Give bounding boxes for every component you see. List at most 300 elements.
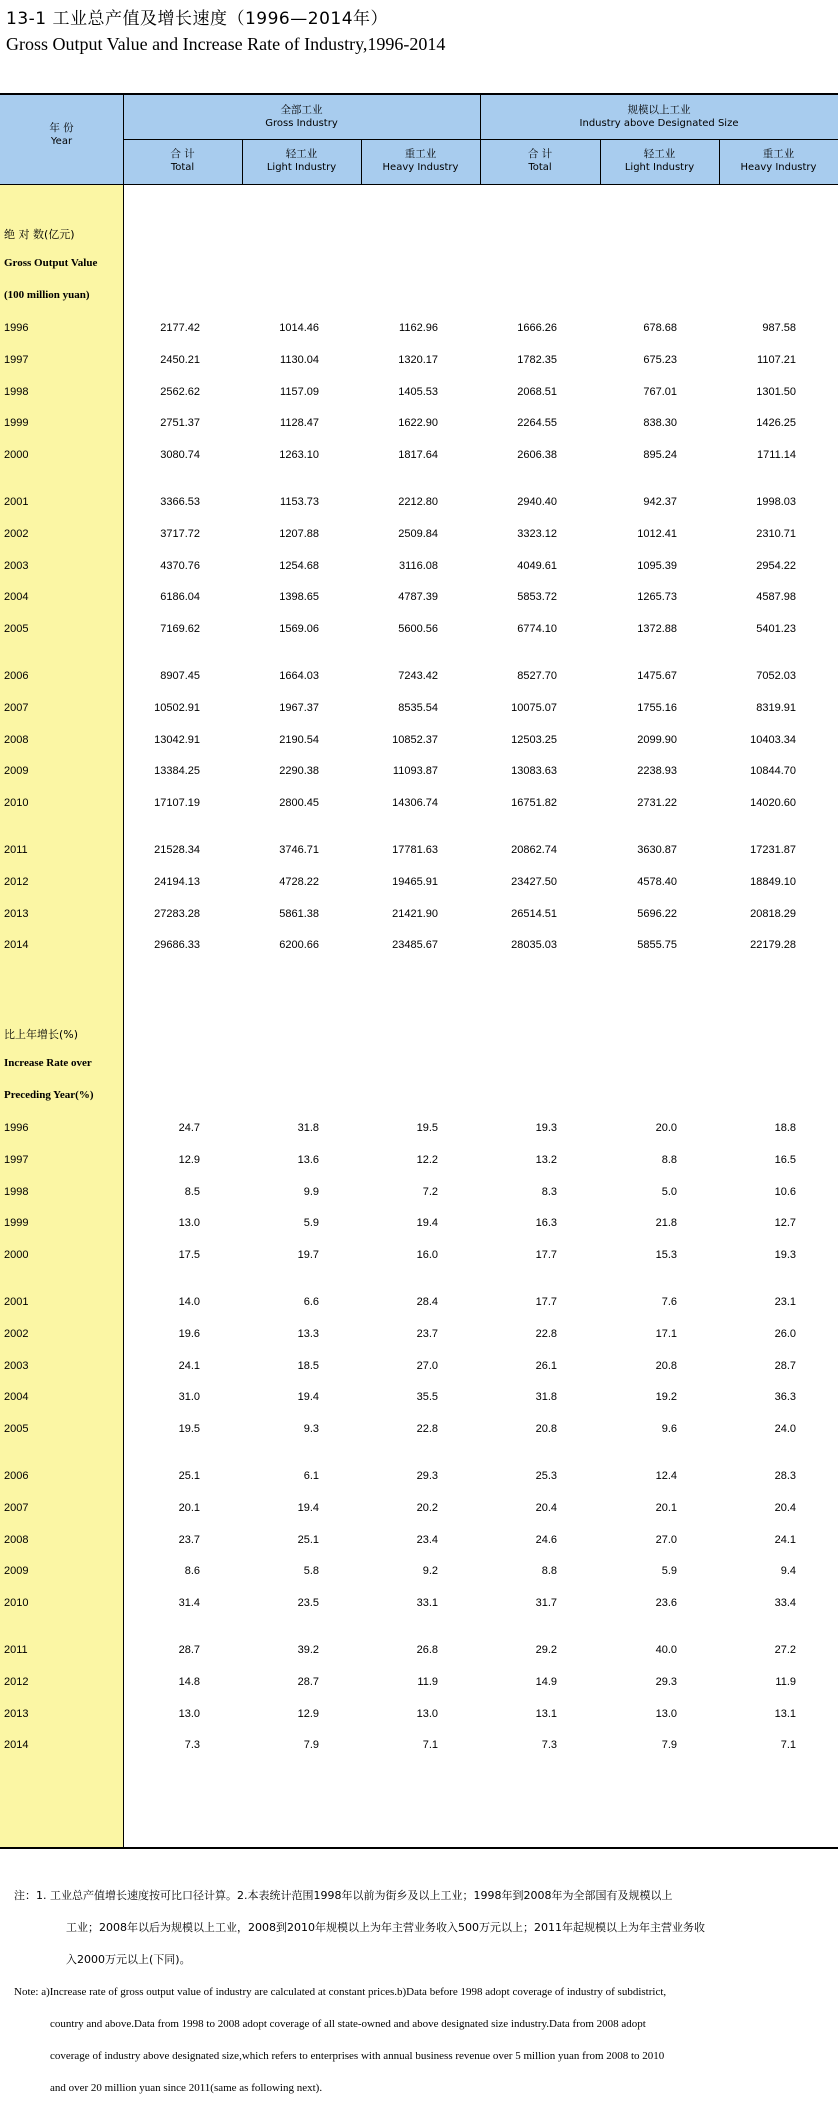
year-cell: 2012: [4, 875, 29, 888]
header-col-en: Heavy Industry: [382, 162, 459, 173]
header-group2-en: Industry above Designated Size: [579, 118, 739, 129]
value-cell: 2606.38: [517, 449, 557, 462]
header-mid-rule: [123, 139, 838, 140]
value-cell: 1782.35: [517, 353, 557, 366]
value-cell: 1153.73: [280, 496, 319, 508]
table-row: [0, 1217, 838, 1237]
value-cell: 8.3: [541, 1185, 557, 1198]
value-cell: 23.6: [655, 1597, 677, 1610]
value-cell: 13.1: [535, 1707, 557, 1720]
section-absolute-en1: Gross Output Value: [4, 257, 98, 269]
header-year-cn: 年 份: [49, 122, 74, 134]
year-cell: 2005: [4, 623, 29, 636]
value-cell: 10844.70: [750, 765, 796, 778]
value-cell: 7052.03: [756, 670, 796, 682]
table-row: [0, 496, 838, 516]
table-row: [0, 1676, 838, 1696]
value-cell: 13.0: [178, 1217, 200, 1230]
table-bottom-rule: [0, 1847, 838, 1849]
value-cell: 2099.90: [637, 733, 677, 746]
value-cell: 31.7: [535, 1597, 557, 1610]
value-cell: 13.1: [774, 1707, 796, 1720]
value-cell: 16751.82: [511, 797, 557, 810]
value-cell: 1398.65: [279, 591, 319, 604]
value-cell: 12503.25: [511, 733, 557, 746]
value-cell: 25.1: [178, 1470, 200, 1482]
value-cell: 1014.46: [279, 322, 319, 334]
value-cell: 1569.06: [279, 623, 319, 636]
year-cell: 1999: [4, 417, 29, 430]
value-cell: 9.6: [661, 1423, 677, 1436]
year-cell: 2008: [4, 1533, 29, 1546]
table-row: [0, 1423, 838, 1443]
table-row: [0, 1470, 838, 1490]
table-row: [0, 876, 838, 896]
value-cell: 26514.51: [511, 907, 557, 920]
value-cell: 1162.96: [399, 322, 438, 334]
value-cell: 29686.33: [154, 939, 200, 952]
value-cell: 4728.22: [279, 875, 319, 888]
value-cell: 26.1: [535, 1359, 557, 1372]
value-cell: 15.3: [655, 1249, 677, 1262]
value-cell: 31.0: [178, 1391, 200, 1404]
value-cell: 8527.70: [517, 670, 557, 682]
year-cell: 2012: [4, 1675, 29, 1688]
header-group1-en: Gross Industry: [265, 118, 338, 129]
value-cell: 13.2: [535, 1153, 557, 1166]
section-absolute-cn: 绝 对 数(亿元): [4, 228, 75, 241]
value-cell: 13.0: [655, 1707, 677, 1720]
value-cell: 7.6: [661, 1296, 677, 1308]
value-cell: 19465.91: [392, 875, 438, 888]
value-cell: 838.30: [643, 417, 677, 430]
year-cell: 2011: [4, 844, 28, 856]
value-cell: 20.4: [535, 1501, 557, 1514]
header-col-heavy: [719, 147, 838, 175]
table-row: [0, 591, 838, 611]
value-cell: 5.8: [303, 1565, 319, 1578]
value-cell: 7.3: [541, 1739, 557, 1752]
value-cell: 2238.93: [637, 765, 677, 778]
value-cell: 3746.71: [279, 844, 319, 856]
value-cell: 18.8: [774, 1122, 796, 1134]
value-cell: 675.23: [643, 353, 677, 366]
value-cell: 20.4: [774, 1501, 796, 1514]
value-cell: 28.7: [178, 1644, 200, 1656]
value-cell: 20.1: [655, 1501, 677, 1514]
year-cell: 1997: [4, 353, 29, 366]
value-cell: 6186.04: [160, 591, 200, 604]
table-row: [0, 386, 838, 406]
value-cell: 7.9: [303, 1739, 319, 1752]
value-cell: 23485.67: [392, 939, 438, 952]
value-cell: 24.1: [774, 1533, 796, 1546]
value-cell: 12.4: [655, 1470, 677, 1482]
value-cell: 21.8: [655, 1217, 677, 1230]
value-cell: 4049.61: [517, 559, 557, 572]
header-col-en: Light Industry: [266, 162, 337, 173]
value-cell: 2562.62: [160, 385, 200, 398]
value-cell: 8.8: [541, 1565, 557, 1578]
year-cell: 2011: [4, 1644, 28, 1656]
value-cell: 19.3: [774, 1249, 796, 1262]
table-row: [0, 797, 838, 817]
table-row: [0, 1534, 838, 1554]
value-cell: 987.58: [762, 322, 796, 334]
value-cell: 1128.47: [280, 417, 319, 430]
header-year: [0, 121, 123, 149]
value-cell: 28035.03: [511, 939, 557, 952]
value-cell: 7169.62: [160, 623, 200, 636]
table-row: [0, 1328, 838, 1348]
value-cell: 2177.42: [160, 322, 200, 334]
value-cell: 5696.22: [637, 907, 677, 920]
value-cell: 14.0: [178, 1296, 200, 1308]
year-cell: 2003: [4, 559, 29, 572]
value-cell: 27.2: [774, 1644, 796, 1656]
value-cell: 767.01: [643, 385, 677, 398]
year-cell: 2007: [4, 701, 29, 714]
value-cell: 1095.39: [637, 559, 677, 572]
table-row: [0, 1154, 838, 1174]
value-cell: 13042.91: [154, 733, 200, 746]
value-cell: 27.0: [655, 1533, 677, 1546]
year-cell: 2004: [4, 1391, 29, 1404]
table-row: [0, 844, 838, 864]
year-cell: 1997: [4, 1153, 29, 1166]
value-cell: 28.7: [774, 1359, 796, 1372]
year-cell: 2010: [4, 797, 29, 810]
value-cell: 35.5: [416, 1391, 438, 1404]
value-cell: 8535.54: [398, 701, 438, 714]
section-rate-cn: 比上年增长(%): [4, 1028, 79, 1041]
value-cell: 2800.45: [279, 797, 319, 810]
year-cell: 2003: [4, 1359, 29, 1372]
value-cell: 19.4: [297, 1391, 319, 1404]
value-cell: 19.7: [297, 1249, 319, 1262]
header-group-gross-industry: [123, 103, 480, 131]
header-group1-cn: 全部工业: [280, 104, 323, 116]
value-cell: 26.8: [416, 1644, 438, 1656]
value-cell: 8319.91: [756, 701, 796, 714]
header-col-en: Heavy Industry: [740, 162, 817, 173]
value-cell: 12.9: [178, 1153, 200, 1166]
table-row: [0, 1708, 838, 1728]
value-cell: 31.8: [297, 1122, 319, 1134]
value-cell: 1426.25: [756, 417, 796, 430]
table-row: [0, 1186, 838, 1206]
value-cell: 16.3: [535, 1217, 557, 1230]
value-cell: 23.7: [178, 1533, 200, 1546]
value-cell: 1711.14: [757, 449, 796, 462]
value-cell: 8.5: [184, 1185, 200, 1198]
value-cell: 5861.38: [279, 907, 319, 920]
value-cell: 678.68: [643, 322, 677, 334]
value-cell: 1998.03: [756, 496, 796, 508]
value-cell: 1012.41: [637, 527, 677, 540]
year-cell: 2000: [4, 449, 29, 462]
value-cell: 23.4: [416, 1533, 438, 1546]
value-cell: 28.3: [774, 1470, 796, 1482]
note-line: Note: a)Increase rate of gross output value of industry are calculated at constant prices.b)Data before 1998 adopt coverage of industry of subdistrict,: [14, 1986, 667, 1998]
table-row: [0, 623, 838, 643]
value-cell: 12.9: [297, 1707, 319, 1720]
value-cell: 19.2: [655, 1391, 677, 1404]
note-line: coverage of industry above designated size,which refers to enterprises with annual business revenue over 5 million yuan from 2008 to 2010: [50, 2050, 665, 2062]
year-cell: 2005: [4, 1423, 29, 1436]
value-cell: 29.3: [655, 1675, 677, 1688]
year-cell: 2006: [4, 670, 29, 682]
value-cell: 2290.38: [279, 765, 319, 778]
value-cell: 1157.09: [280, 385, 319, 398]
value-cell: 14.9: [535, 1675, 557, 1688]
value-cell: 8.6: [184, 1565, 200, 1578]
value-cell: 17781.63: [392, 844, 438, 856]
value-cell: 1622.90: [398, 417, 438, 430]
value-cell: 23.5: [297, 1597, 319, 1610]
value-cell: 16.5: [774, 1153, 796, 1166]
year-cell: 1998: [4, 1185, 29, 1198]
value-cell: 3366.53: [160, 496, 200, 508]
year-cell: 1996: [4, 1122, 29, 1134]
value-cell: 1107.21: [757, 353, 796, 366]
header-col-cn: 轻工业: [285, 148, 318, 160]
value-cell: 6774.10: [517, 623, 557, 636]
value-cell: 23.7: [416, 1327, 438, 1340]
value-cell: 21421.90: [392, 907, 438, 920]
note-line: 入2000万元以上(下同)。: [66, 1953, 191, 1966]
value-cell: 3717.72: [160, 527, 200, 540]
value-cell: 20818.29: [750, 907, 796, 920]
value-cell: 10502.91: [154, 701, 200, 714]
value-cell: 18.5: [297, 1359, 319, 1372]
table-top-rule: [0, 93, 838, 95]
value-cell: 4578.40: [637, 875, 677, 888]
value-cell: 3323.12: [517, 527, 557, 540]
value-cell: 2264.55: [517, 417, 557, 430]
value-cell: 3630.87: [637, 844, 677, 856]
value-cell: 1265.73: [637, 591, 677, 604]
table-row: [0, 1360, 838, 1380]
value-cell: 1475.67: [637, 670, 677, 682]
value-cell: 25.1: [297, 1533, 319, 1546]
value-cell: 14.8: [178, 1675, 200, 1688]
year-cell: 2006: [4, 1470, 29, 1482]
value-cell: 13.0: [178, 1707, 200, 1720]
value-cell: 942.37: [643, 496, 677, 508]
year-cell: 2004: [4, 591, 29, 604]
value-cell: 1254.68: [279, 559, 319, 572]
value-cell: 11.9: [775, 1675, 796, 1688]
year-cell: 2000: [4, 1249, 29, 1262]
value-cell: 10075.07: [511, 701, 557, 714]
table-row: [0, 670, 838, 690]
note-line: 注：1. 工业总产值增长速度按可比口径计算。2.本表统计范围1998年以前为街乡及以上工业；1998年到2008年为全部国有及规模以上: [14, 1889, 673, 1902]
year-cell: 2007: [4, 1501, 29, 1514]
value-cell: 2310.71: [756, 527, 796, 540]
value-cell: 19.4: [297, 1501, 319, 1514]
header-col-cn: 重工业: [762, 148, 795, 160]
header-col-cn: 重工业: [404, 148, 437, 160]
year-cell: 2014: [4, 939, 29, 952]
value-cell: 18849.10: [750, 875, 796, 888]
header-col-total: [123, 147, 242, 175]
value-cell: 24194.13: [154, 875, 200, 888]
value-cell: 31.4: [178, 1597, 200, 1610]
value-cell: 17.1: [655, 1327, 677, 1340]
year-cell: 2002: [4, 527, 29, 540]
value-cell: 29.3: [416, 1470, 438, 1482]
value-cell: 24.0: [774, 1423, 796, 1436]
value-cell: 20.0: [655, 1122, 677, 1134]
value-cell: 20862.74: [511, 844, 557, 856]
value-cell: 4587.98: [756, 591, 796, 604]
value-cell: 7.1: [780, 1739, 796, 1752]
value-cell: 9.9: [303, 1185, 319, 1198]
value-cell: 28.4: [416, 1296, 438, 1308]
table-row: [0, 1644, 838, 1664]
value-cell: 29.2: [535, 1644, 557, 1656]
header-group-designated-size: [480, 103, 838, 131]
value-cell: 11.9: [417, 1675, 438, 1688]
value-cell: 6200.66: [279, 939, 319, 952]
value-cell: 8907.45: [160, 670, 200, 682]
value-cell: 1817.64: [398, 449, 438, 462]
value-cell: 17.7: [535, 1296, 557, 1308]
table-row: [0, 1565, 838, 1585]
value-cell: 28.7: [297, 1675, 319, 1688]
value-cell: 2068.51: [517, 385, 557, 398]
value-cell: 6.1: [303, 1470, 319, 1482]
value-cell: 1301.50: [756, 385, 796, 398]
table-row: [0, 449, 838, 469]
value-cell: 1967.37: [279, 701, 319, 714]
table-row: [0, 1597, 838, 1617]
header-group2-cn: 规模以上工业: [627, 104, 691, 116]
table-row: [0, 765, 838, 785]
year-cell: 2013: [4, 1707, 29, 1720]
value-cell: 14020.60: [750, 797, 796, 810]
value-cell: 31.8: [535, 1391, 557, 1404]
year-cell: 2008: [4, 733, 29, 746]
value-cell: 2450.21: [160, 353, 200, 366]
header-col-en: Total: [170, 162, 195, 173]
header-col-light: [600, 147, 719, 175]
header-col-cn: 轻工业: [643, 148, 676, 160]
note-line: and over 20 million yuan since 2011(same as following next).: [50, 2082, 323, 2094]
table-row: [0, 560, 838, 580]
value-cell: 13.0: [416, 1707, 438, 1720]
value-cell: 5853.72: [517, 591, 557, 604]
table-row: [0, 1739, 838, 1759]
header-col-en: Total: [528, 162, 552, 173]
value-cell: 2751.37: [160, 417, 200, 430]
value-cell: 5600.56: [398, 623, 438, 636]
value-cell: 12.7: [774, 1217, 796, 1230]
value-cell: 20.8: [535, 1423, 557, 1436]
year-cell: 1996: [4, 322, 29, 334]
value-cell: 36.3: [774, 1391, 796, 1404]
value-cell: 13384.25: [154, 765, 200, 778]
year-cell: 2002: [4, 1327, 29, 1340]
value-cell: 9.3: [303, 1423, 319, 1436]
value-cell: 7.1: [422, 1739, 438, 1752]
value-cell: 1207.88: [279, 527, 319, 540]
year-cell: 1998: [4, 385, 29, 398]
value-cell: 20.8: [655, 1359, 677, 1372]
value-cell: 2509.84: [398, 527, 438, 540]
value-cell: 4787.39: [398, 591, 438, 604]
value-cell: 4370.76: [160, 559, 200, 572]
value-cell: 14306.74: [392, 797, 438, 810]
value-cell: 22179.28: [750, 939, 796, 952]
value-cell: 22.8: [416, 1423, 438, 1436]
value-cell: 19.5: [416, 1122, 438, 1134]
value-cell: 39.2: [297, 1644, 319, 1656]
value-cell: 1130.04: [280, 353, 319, 366]
note-line: 工业；2008年以后为规模以上工业，2008到2010年规模以上为年主营业务收入500万元以上；2011年起规模以上为年主营业务收: [66, 1921, 705, 1934]
value-cell: 24.7: [178, 1122, 200, 1134]
value-cell: 25.3: [535, 1470, 557, 1482]
value-cell: 40.0: [655, 1644, 677, 1656]
value-cell: 17.7: [535, 1249, 557, 1262]
header-bottom-rule: [0, 184, 838, 185]
value-cell: 17.5: [178, 1249, 200, 1262]
value-cell: 7.2: [422, 1185, 438, 1198]
table-row: [0, 1249, 838, 1269]
value-cell: 21528.34: [154, 844, 200, 856]
value-cell: 5855.75: [637, 939, 677, 952]
value-cell: 3116.08: [399, 559, 438, 572]
industry-output-table: [0, 93, 838, 1849]
value-cell: 5.9: [661, 1565, 677, 1578]
value-cell: 5401.23: [756, 623, 796, 636]
value-cell: 9.2: [422, 1565, 438, 1578]
value-cell: 19.5: [178, 1423, 200, 1436]
value-cell: 19.3: [535, 1122, 557, 1134]
note-line: country and above.Data from 1998 to 2008 adopt coverage of all state-owned and above designated size industry.Data from 2008 adopt: [50, 2018, 646, 2030]
year-cell: 2013: [4, 907, 29, 920]
table-row: [0, 1296, 838, 1316]
value-cell: 33.4: [774, 1597, 796, 1610]
value-cell: 24.1: [178, 1359, 200, 1372]
table-title-cn: 13-1 工业总产值及增长速度（1996—2014年）: [6, 9, 389, 29]
header-col-light: [242, 147, 361, 175]
value-cell: 19.4: [416, 1217, 438, 1230]
header-col-cn: 合 计: [170, 148, 195, 160]
table-row: [0, 417, 838, 437]
table-row: [0, 322, 838, 342]
value-cell: 23.1: [774, 1296, 796, 1308]
year-cell: 1999: [4, 1217, 29, 1230]
year-cell: 2014: [4, 1739, 29, 1752]
section-rate-en2: Preceding Year(%): [4, 1089, 94, 1101]
value-cell: 10852.37: [392, 733, 438, 746]
value-cell: 19.6: [178, 1327, 200, 1340]
value-cell: 1755.16: [637, 701, 677, 714]
value-cell: 23427.50: [511, 875, 557, 888]
value-cell: 2940.40: [517, 496, 557, 508]
value-cell: 1405.53: [398, 385, 438, 398]
value-cell: 10.6: [774, 1185, 796, 1198]
value-cell: 6.6: [303, 1296, 319, 1308]
value-cell: 8.8: [661, 1153, 677, 1166]
table-row: [0, 908, 838, 928]
header-col-total: [480, 147, 600, 175]
section-rate-en1: Increase Rate over: [4, 1057, 92, 1069]
table-row: [0, 528, 838, 548]
value-cell: 27283.28: [154, 907, 200, 920]
